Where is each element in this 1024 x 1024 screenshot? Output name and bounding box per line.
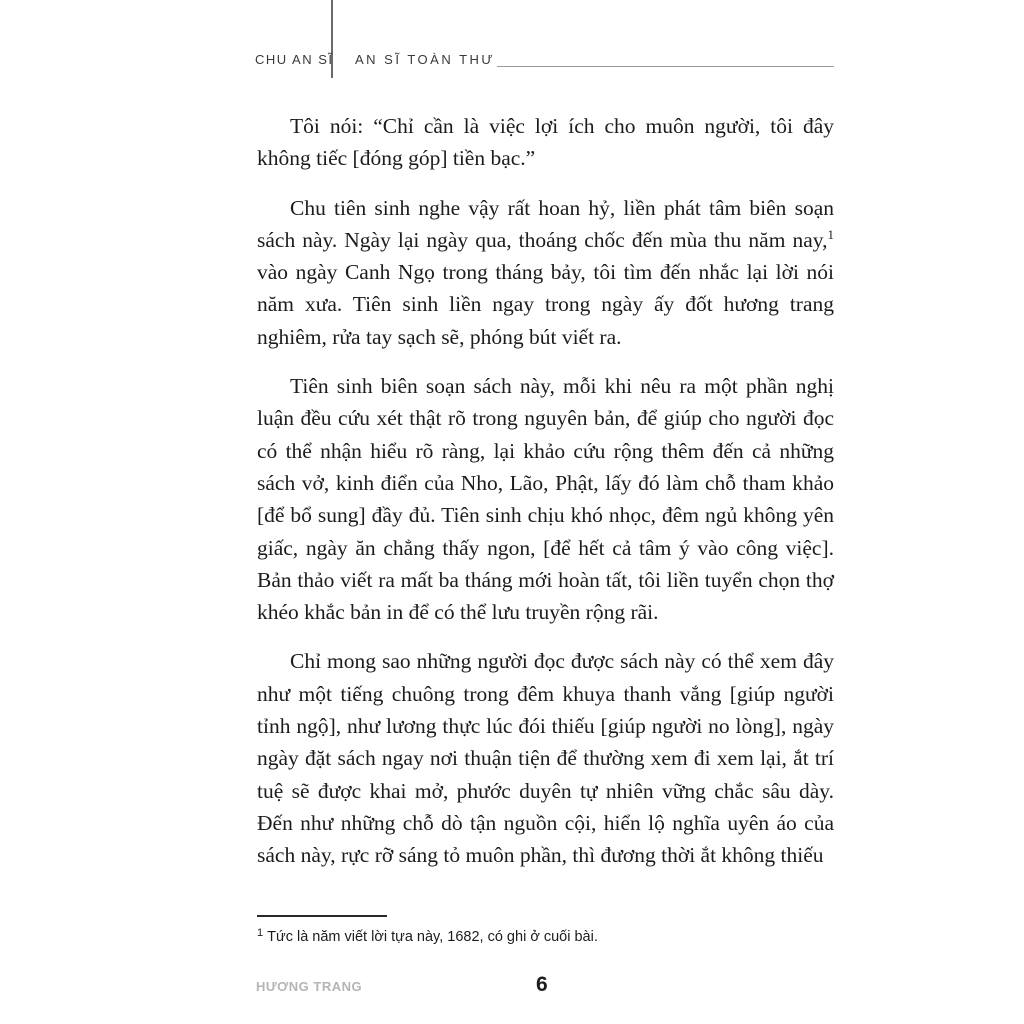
footnote-rule xyxy=(257,915,387,917)
paragraph-2-text-a: Chu tiên sinh nghe vậy rất hoan hỷ, liền phát tâm biên soạn sách này. Ngày lại ngày qua, thoáng chốc đến mùa thu năm nay, xyxy=(257,195,834,252)
running-header-author: CHU AN SĨ xyxy=(255,52,334,67)
running-header-title: AN SĨ TOÀN THƯ xyxy=(355,52,496,67)
paragraph-4: Chỉ mong sao những người đọc được sách này có thể xem đây như một tiếng chuông trong đêm khuya thanh vắng [giúp người tỉnh ngộ], như lương thực lúc đói thiếu [giúp người no lòng], ngày ngày đặt sách ngay nơi thuận tiện để thường xem đi xem lại, ắt trí tuệ sẽ được khai mở, phước duyên tự nhiên vững chắc sâu dày. Đến như những chỗ dò tận nguồn cội, hiển lộ nghĩa uyên áo của sách này, rực rỡ sáng tỏ muôn phần, thì đương thời ắt không thiếu xyxy=(257,649,834,868)
paragraph-1: Tôi nói: “Chỉ cần là việc lợi ích cho muôn người, tôi đây không tiếc [đóng góp] tiền bạc.” xyxy=(257,114,834,171)
paragraph-2-text-b: vào ngày Canh Ngọ trong tháng bảy, tôi tìm đến nhắc lại lời nói năm xưa. Tiên sinh liền ngay trong ngày ấy đốt hương trang nghiêm, rửa tay sạch sẽ, phóng bút viết ra. xyxy=(257,260,834,349)
footnote-reference[interactable]: 1 xyxy=(827,226,834,242)
paragraph-3: Tiên sinh biên soạn sách này, mỗi khi nêu ra một phần nghị luận đều cứu xét thật rõ trong nguyên bản, để giúp cho người đọc có thể nhận hiểu rõ ràng, lại khảo cứu rộng thêm đến cả những sách vở, kinh điển của Nho, Lão, Phật, lấy đó làm chỗ tham khảo [để bổ sung] đầy đủ. Tiên sinh chịu khó nhọc, đêm ngủ không yên giấc, ngày ăn chẳng thấy ngon, [để hết cả tâm ý vào công việc]. Bản thảo viết ra mất ba tháng mới hoàn tất, tôi liền tuyển chọn thợ khéo khắc bản in để có thể lưu truyền rộng rãi. xyxy=(257,374,834,625)
footnote-marker: 1 xyxy=(257,927,264,939)
paragraph-2 xyxy=(257,192,834,353)
publisher-logo-text: HƯƠNG TRANG xyxy=(256,979,363,994)
header-rule xyxy=(497,66,834,67)
footnote-text: Tức là năm viết lời tựa này, 1682, có ghi ở cuối bài. xyxy=(267,929,598,945)
page-number: 6 xyxy=(536,973,548,996)
body-text xyxy=(257,110,834,872)
footnote xyxy=(257,927,598,945)
